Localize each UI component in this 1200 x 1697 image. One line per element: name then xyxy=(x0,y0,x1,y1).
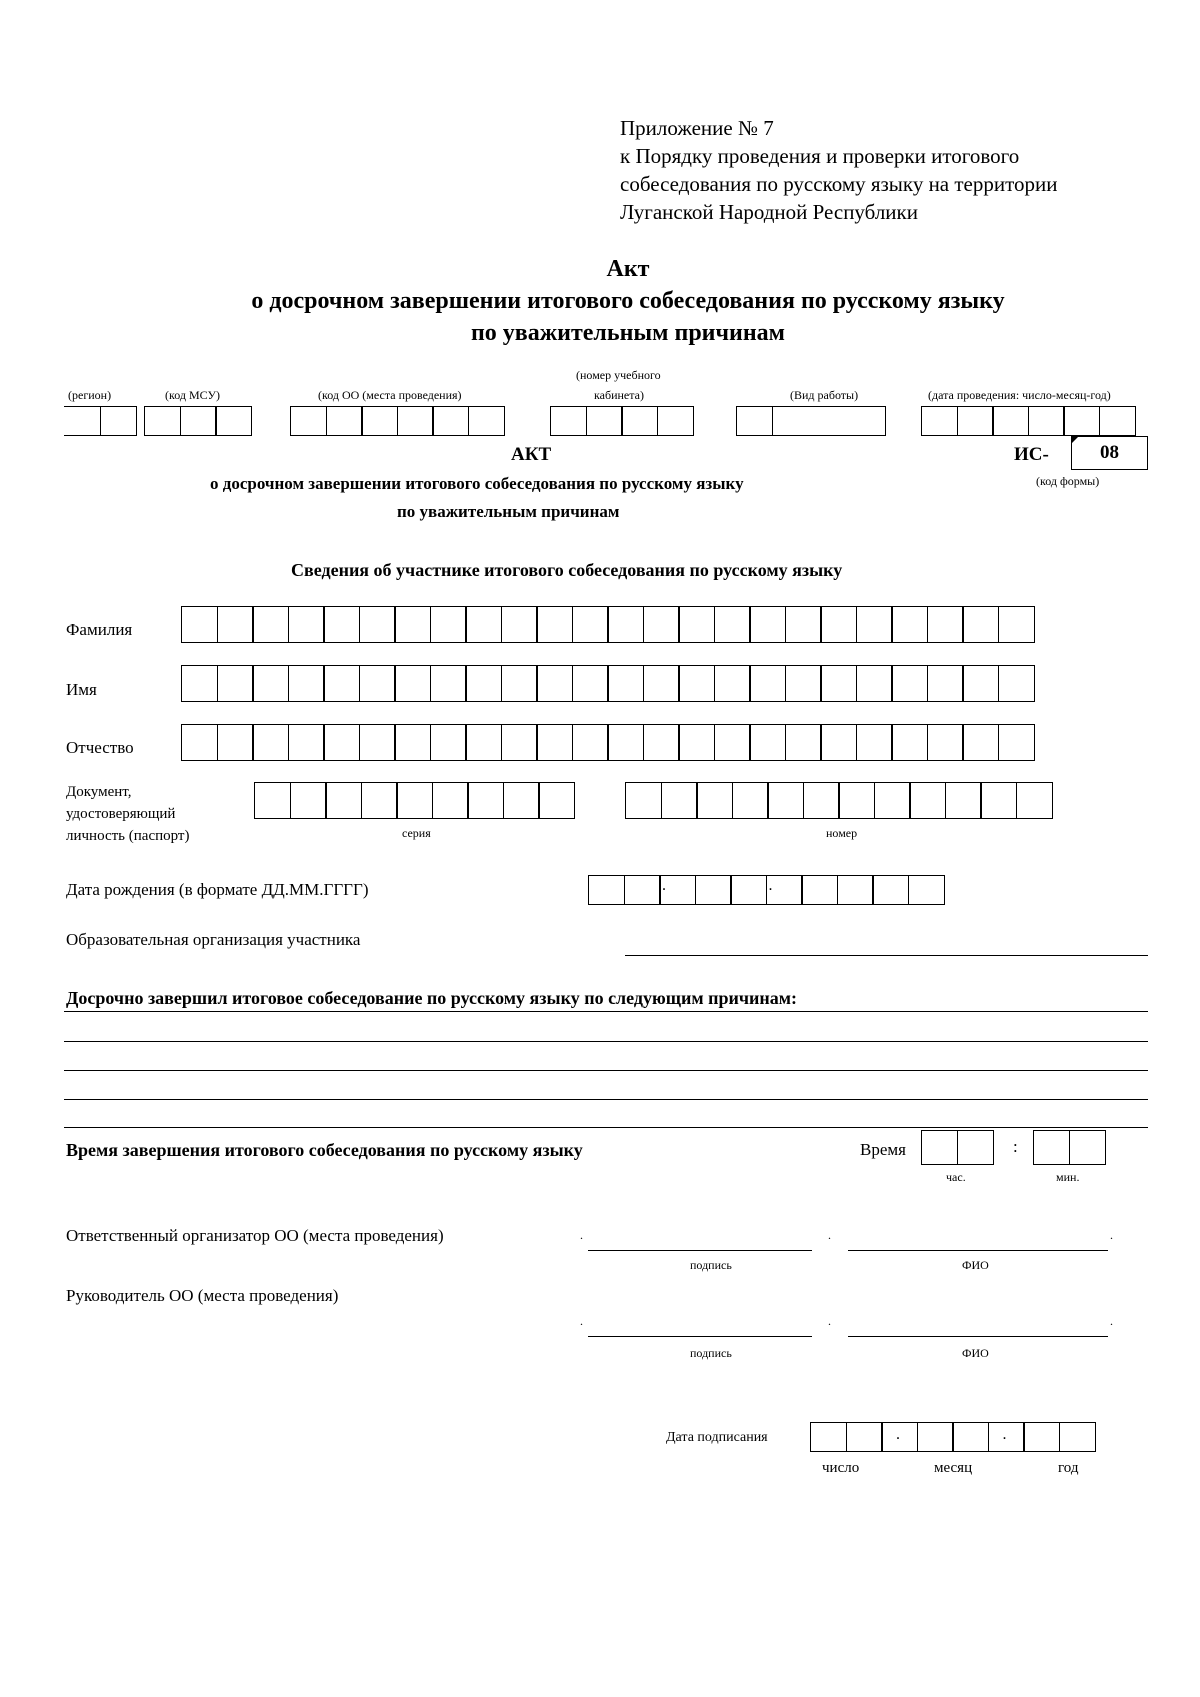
passport-series-cell[interactable] xyxy=(325,782,362,819)
cabinet-cell[interactable] xyxy=(621,406,658,436)
organization-label: Образовательная организация участника xyxy=(66,930,361,949)
form-prefix: ИС- xyxy=(1014,444,1049,465)
patronymic-letter-cell[interactable] xyxy=(643,724,680,761)
oo-cell[interactable] xyxy=(468,406,505,436)
patronymic-letter-cell[interactable] xyxy=(998,724,1035,761)
signing-date-cell[interactable] xyxy=(1059,1422,1096,1452)
head-signature-line[interactable] xyxy=(588,1336,812,1337)
signature-dot: . xyxy=(828,1314,831,1328)
passport-number-cells[interactable] xyxy=(625,782,1053,819)
name-letter-cell[interactable] xyxy=(785,665,822,702)
passport-series-cell[interactable] xyxy=(361,782,398,819)
birth-date-cell[interactable] xyxy=(730,875,767,905)
cabinet-cell[interactable] xyxy=(550,406,587,436)
appendix-line-1: Приложение № 7 xyxy=(620,116,774,140)
organizer-signature-line[interactable] xyxy=(588,1250,812,1251)
name-label: Имя xyxy=(66,680,97,699)
oo-cell[interactable] xyxy=(432,406,469,436)
name-letter-cell[interactable] xyxy=(607,665,644,702)
signing-date-label: Дата подписания xyxy=(666,1430,768,1445)
minute-cell[interactable] xyxy=(1033,1130,1070,1165)
document-label-1: Документ, xyxy=(66,784,132,800)
title-line-3: по уважительным причинам xyxy=(470,320,786,346)
patronymic-letter-cell[interactable] xyxy=(359,724,396,761)
birth-date-dot: . xyxy=(768,877,773,894)
work-code-cells[interactable] xyxy=(736,406,886,436)
time-word: Время xyxy=(860,1140,906,1159)
surname-letter-cell[interactable] xyxy=(891,606,928,643)
signing-date-separator-cell[interactable] xyxy=(881,1422,918,1452)
signing-date-cell[interactable] xyxy=(952,1422,989,1452)
patronymic-letter-cell[interactable] xyxy=(217,724,254,761)
patronymic-letter-cell[interactable] xyxy=(891,724,928,761)
passport-series-cell[interactable] xyxy=(538,782,575,819)
region-cell[interactable] xyxy=(100,406,137,436)
patronymic-letter-cell[interactable] xyxy=(430,724,467,761)
oo-code-cells[interactable] xyxy=(290,406,505,436)
passport-number-cell[interactable] xyxy=(767,782,804,819)
exam-date-cell[interactable] xyxy=(921,406,958,436)
surname-letter-cell[interactable] xyxy=(820,606,857,643)
passport-series-cell[interactable] xyxy=(503,782,540,819)
passport-number-cell[interactable] xyxy=(945,782,982,819)
oo-cell[interactable] xyxy=(326,406,363,436)
name-letter-cell[interactable] xyxy=(252,665,289,702)
patronymic-letter-cell[interactable] xyxy=(820,724,857,761)
region-cell[interactable] xyxy=(64,406,101,436)
signing-month-caption: месяц xyxy=(934,1460,973,1476)
surname-letter-cell[interactable] xyxy=(181,606,218,643)
cabinet-cell[interactable] xyxy=(586,406,623,436)
surname-letter-cell[interactable] xyxy=(785,606,822,643)
name-letter-cell[interactable] xyxy=(217,665,254,702)
name-letter-cell[interactable] xyxy=(820,665,857,702)
passport-number-cell[interactable] xyxy=(874,782,911,819)
msu-caption: (код МСУ) xyxy=(165,388,220,402)
birth-date-label: Дата рождения (в формате ДД.ММ.ГГГГ) xyxy=(66,880,369,899)
surname-letter-cell[interactable] xyxy=(288,606,325,643)
reason-line[interactable] xyxy=(64,1099,1148,1100)
surname-letter-cell[interactable] xyxy=(998,606,1035,643)
name-letter-cell[interactable] xyxy=(998,665,1035,702)
signing-date-cell[interactable] xyxy=(846,1422,883,1452)
head-fio-line[interactable] xyxy=(848,1336,1108,1337)
reason-line[interactable] xyxy=(64,1127,1148,1128)
form-code-corner-mark xyxy=(1071,436,1079,444)
surname-letter-cell[interactable] xyxy=(714,606,751,643)
surname-letter-cell[interactable] xyxy=(856,606,893,643)
title-line-1: Акт xyxy=(606,256,650,282)
name-letter-cell[interactable] xyxy=(891,665,928,702)
document-label-3: личность (паспорт) xyxy=(66,828,190,844)
oo-cell[interactable] xyxy=(361,406,398,436)
patronymic-label: Отчество xyxy=(66,738,134,757)
name-letter-cell[interactable] xyxy=(501,665,538,702)
birth-date-cell[interactable] xyxy=(908,875,945,905)
signing-date-cell[interactable] xyxy=(1023,1422,1060,1452)
cabinet-code-cells[interactable] xyxy=(550,406,694,436)
name-letter-cell[interactable] xyxy=(465,665,502,702)
passport-number-cell[interactable] xyxy=(980,782,1017,819)
surname-letter-cell[interactable] xyxy=(643,606,680,643)
title-line-2: о досрочном завершении итогового собеседования по русскому языку xyxy=(251,288,1005,314)
passport-number-cell[interactable] xyxy=(696,782,733,819)
hours-cells[interactable] xyxy=(921,1130,994,1165)
name-letter-cell[interactable] xyxy=(394,665,431,702)
surname-label: Фамилия xyxy=(66,620,133,639)
patronymic-cells[interactable] xyxy=(181,724,1035,761)
patronymic-letter-cell[interactable] xyxy=(607,724,644,761)
work-cell[interactable] xyxy=(736,406,773,436)
surname-letter-cell[interactable] xyxy=(678,606,715,643)
time-colon: : xyxy=(1013,1137,1018,1156)
reason-line[interactable] xyxy=(64,1070,1148,1071)
patronymic-letter-cell[interactable] xyxy=(536,724,573,761)
passport-series-cell[interactable] xyxy=(396,782,433,819)
birth-date-dot: . xyxy=(662,877,666,894)
oo-caption: (код ОО (места проведения) xyxy=(318,388,462,402)
cabinet-caption-1: (номер учебного xyxy=(576,368,661,382)
appendix-line-2: к Порядку проведения и проверки итогового xyxy=(620,144,1020,168)
msu-cell[interactable] xyxy=(180,406,217,436)
birth-date-cell[interactable] xyxy=(695,875,732,905)
passport-number-cell[interactable] xyxy=(732,782,769,819)
exam-date-cell[interactable] xyxy=(957,406,994,436)
document-label-2: удостоверяющий xyxy=(66,806,176,822)
exam-date-cell[interactable] xyxy=(992,406,1029,436)
birth-date-separator-cell[interactable] xyxy=(766,875,803,905)
signing-date-separator-cell[interactable] xyxy=(988,1422,1025,1452)
patronymic-letter-cell[interactable] xyxy=(501,724,538,761)
patronymic-letter-cell[interactable] xyxy=(749,724,786,761)
organizer-fio-caption: ФИО xyxy=(962,1258,989,1272)
passport-number-cell[interactable] xyxy=(625,782,662,819)
signature-dot: . xyxy=(580,1228,583,1242)
organizer-signature-caption: подпись xyxy=(690,1258,732,1272)
surname-letter-cell[interactable] xyxy=(536,606,573,643)
name-letter-cell[interactable] xyxy=(749,665,786,702)
date-caption: (дата проведения: число-месяц-год) xyxy=(928,388,1111,402)
minute-cell[interactable] xyxy=(1069,1130,1106,1165)
exam-date-cell[interactable] xyxy=(1099,406,1136,436)
birth-date-cell[interactable] xyxy=(801,875,838,905)
exam-date-cells[interactable] xyxy=(921,406,1136,436)
hour-cell[interactable] xyxy=(957,1130,994,1165)
name-letter-cell[interactable] xyxy=(359,665,396,702)
passport-series-cells[interactable] xyxy=(254,782,575,819)
reason-line[interactable] xyxy=(64,1041,1148,1042)
passport-series-cell[interactable] xyxy=(467,782,504,819)
cabinet-cell[interactable] xyxy=(657,406,694,436)
oo-cell[interactable] xyxy=(290,406,327,436)
patronymic-letter-cell[interactable] xyxy=(856,724,893,761)
surname-cells[interactable] xyxy=(181,606,1035,643)
organization-input-line[interactable] xyxy=(625,955,1148,956)
birth-date-cells[interactable] xyxy=(588,875,945,905)
name-letter-cell[interactable] xyxy=(430,665,467,702)
signing-day-caption: число xyxy=(822,1460,860,1476)
signing-date-cells[interactable] xyxy=(810,1422,1096,1452)
organizer-label: Ответственный организатор ОО (места проведения) xyxy=(66,1226,444,1245)
passport-number-cell[interactable] xyxy=(909,782,946,819)
surname-letter-cell[interactable] xyxy=(217,606,254,643)
minutes-cells[interactable] xyxy=(1033,1130,1106,1165)
surname-letter-cell[interactable] xyxy=(430,606,467,643)
organizer-fio-line[interactable] xyxy=(848,1250,1108,1251)
signing-date-dot: . xyxy=(896,1426,900,1443)
patronymic-letter-cell[interactable] xyxy=(323,724,360,761)
signature-dot: . xyxy=(1110,1314,1113,1328)
work-cell-wide[interactable] xyxy=(772,406,886,436)
name-letter-cell[interactable] xyxy=(962,665,999,702)
msu-cell[interactable] xyxy=(215,406,252,436)
name-letter-cell[interactable] xyxy=(856,665,893,702)
region-code-cells[interactable] xyxy=(64,406,137,436)
participant-heading: Сведения об участнике итогового собеседования по русскому языку xyxy=(291,560,843,580)
form-subtitle-2: по уважительным причинам xyxy=(397,502,620,521)
hours-caption: час. xyxy=(946,1170,966,1184)
region-caption: (регион) xyxy=(68,388,112,402)
work-caption: (Вид работы) xyxy=(790,388,859,402)
name-letter-cell[interactable] xyxy=(572,665,609,702)
surname-letter-cell[interactable] xyxy=(359,606,396,643)
surname-letter-cell[interactable] xyxy=(501,606,538,643)
head-fio-caption: ФИО xyxy=(962,1346,989,1360)
cabinet-caption-2: кабинета) xyxy=(594,388,644,402)
name-cells[interactable] xyxy=(181,665,1035,702)
signing-date-cell[interactable] xyxy=(810,1422,847,1452)
name-letter-cell[interactable] xyxy=(181,665,218,702)
name-letter-cell[interactable] xyxy=(927,665,964,702)
birth-date-cell[interactable] xyxy=(872,875,909,905)
patronymic-letter-cell[interactable] xyxy=(714,724,751,761)
name-letter-cell[interactable] xyxy=(714,665,751,702)
signature-dot: . xyxy=(1110,1228,1113,1242)
patronymic-letter-cell[interactable] xyxy=(394,724,431,761)
head-label: Руководитель ОО (места проведения) xyxy=(66,1286,339,1305)
birth-date-cell[interactable] xyxy=(837,875,874,905)
exam-date-cell[interactable] xyxy=(1063,406,1100,436)
patronymic-letter-cell[interactable] xyxy=(288,724,325,761)
surname-letter-cell[interactable] xyxy=(749,606,786,643)
oo-cell[interactable] xyxy=(397,406,434,436)
patronymic-letter-cell[interactable] xyxy=(465,724,502,761)
minutes-caption: мин. xyxy=(1056,1170,1080,1184)
passport-number-cell[interactable] xyxy=(838,782,875,819)
name-letter-cell[interactable] xyxy=(288,665,325,702)
signing-date-cell[interactable] xyxy=(917,1422,954,1452)
signing-date-dot: . xyxy=(1002,1426,1007,1443)
form-code-caption: (код формы) xyxy=(1036,474,1100,488)
birth-date-cell[interactable] xyxy=(588,875,625,905)
number-caption: номер xyxy=(826,826,858,840)
completion-time-label: Время завершения итогового собеседования по русскому языку xyxy=(66,1140,583,1160)
signature-dot: . xyxy=(580,1314,583,1328)
msu-code-cells[interactable] xyxy=(144,406,252,436)
patronymic-letter-cell[interactable] xyxy=(572,724,609,761)
birth-date-cell[interactable] xyxy=(624,875,661,905)
passport-number-cell[interactable] xyxy=(803,782,840,819)
signature-dot: . xyxy=(828,1228,831,1242)
patronymic-letter-cell[interactable] xyxy=(927,724,964,761)
form-subtitle-1: о досрочном завершении итогового собеседования по русскому языку xyxy=(210,474,744,493)
hour-cell[interactable] xyxy=(921,1130,958,1165)
head-signature-caption: подпись xyxy=(690,1346,732,1360)
surname-letter-cell[interactable] xyxy=(607,606,644,643)
passport-number-cell[interactable] xyxy=(1016,782,1053,819)
reasons-heading: Досрочно завершил итоговое собеседование по русскому языку по следующим причинам: xyxy=(66,988,797,1008)
passport-number-cell[interactable] xyxy=(661,782,698,819)
series-caption: серия xyxy=(402,826,431,840)
name-letter-cell[interactable] xyxy=(643,665,680,702)
birth-date-separator-cell[interactable] xyxy=(659,875,696,905)
reason-line[interactable] xyxy=(64,1011,1148,1012)
surname-letter-cell[interactable] xyxy=(323,606,360,643)
surname-letter-cell[interactable] xyxy=(962,606,999,643)
exam-date-cell[interactable] xyxy=(1028,406,1065,436)
name-letter-cell[interactable] xyxy=(536,665,573,702)
signing-year-caption: год xyxy=(1058,1460,1079,1476)
patronymic-letter-cell[interactable] xyxy=(785,724,822,761)
passport-series-cell[interactable] xyxy=(254,782,291,819)
surname-letter-cell[interactable] xyxy=(394,606,431,643)
name-letter-cell[interactable] xyxy=(323,665,360,702)
surname-letter-cell[interactable] xyxy=(465,606,502,643)
patronymic-letter-cell[interactable] xyxy=(181,724,218,761)
passport-series-cell[interactable] xyxy=(290,782,327,819)
passport-series-cell[interactable] xyxy=(432,782,469,819)
surname-letter-cell[interactable] xyxy=(927,606,964,643)
appendix-line-4: Луганской Народной Республики xyxy=(620,200,918,224)
form-act-label: АКТ xyxy=(511,444,552,465)
patronymic-letter-cell[interactable] xyxy=(678,724,715,761)
msu-cell[interactable] xyxy=(144,406,181,436)
patronymic-letter-cell[interactable] xyxy=(962,724,999,761)
surname-letter-cell[interactable] xyxy=(252,606,289,643)
surname-letter-cell[interactable] xyxy=(572,606,609,643)
appendix-line-3: собеседования по русскому языку на территории xyxy=(620,172,1058,196)
form-code-box: 08 xyxy=(1071,436,1148,470)
patronymic-letter-cell[interactable] xyxy=(252,724,289,761)
name-letter-cell[interactable] xyxy=(678,665,715,702)
